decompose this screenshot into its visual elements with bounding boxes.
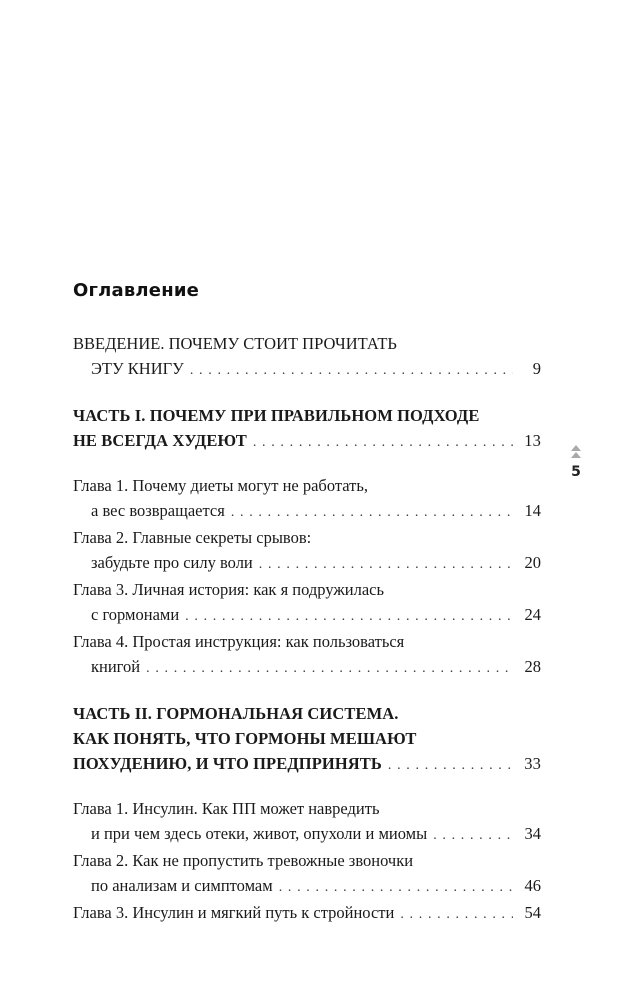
toc-entry-part-1[interactable] xyxy=(73,403,541,455)
entry-text: ЭТУ КНИГУ xyxy=(91,359,184,378)
page-folio-marker xyxy=(567,444,585,480)
entry-text: по анализам и симптомам xyxy=(91,876,273,895)
toc-entry-part2-chapter-1[interactable] xyxy=(73,796,541,848)
page-number: 24 xyxy=(524,605,541,624)
table-of-contents xyxy=(73,278,541,927)
entry-text: Глава 3. Инсулин и мягкий путь к стройности xyxy=(73,903,395,922)
entry-line-last xyxy=(73,356,541,383)
dot-leader xyxy=(231,500,513,525)
entry-line-last xyxy=(73,821,541,848)
dot-leader xyxy=(433,823,513,848)
entry-line-last xyxy=(73,498,541,525)
entry-text: книгой xyxy=(91,657,141,676)
entry-text: ПОХУДЕНИЮ, И ЧТО ПРЕДПРИНЯТЬ xyxy=(73,754,382,773)
entry-text: с гормонами xyxy=(91,605,180,624)
toc-entry-part1-chapter-3[interactable] xyxy=(73,577,541,629)
toc-entry-introduction[interactable] xyxy=(73,331,541,383)
dot-leader xyxy=(253,430,513,455)
entry-line: ВВЕДЕНИЕ. ПОЧЕМУ СТОИТ ПРОЧИТАТЬ xyxy=(73,334,397,353)
page-number: 34 xyxy=(524,824,541,843)
entry-text: НЕ ВСЕГДА ХУДЕЮТ xyxy=(73,431,247,450)
dot-leader xyxy=(190,358,513,383)
dot-leader xyxy=(146,656,513,681)
entry-line: Глава 2. Как не пропустить тревожные звоночки xyxy=(73,851,414,870)
entry-line: Глава 1. Почему диеты могут не работать, xyxy=(73,476,369,495)
toc-entry-part2-chapter-2[interactable] xyxy=(73,848,541,900)
page-number: 54 xyxy=(524,903,541,922)
toc-title: Оглавление xyxy=(73,280,200,301)
entry-text: и при чем здесь отеки, живот, опухоли и миомы xyxy=(91,824,428,843)
page-number: 28 xyxy=(524,657,541,676)
entry-line-last xyxy=(73,900,541,927)
entry-line-last xyxy=(73,428,541,455)
toc-entry-part1-chapter-1[interactable] xyxy=(73,473,541,525)
entry-line-last xyxy=(73,654,541,681)
entry-line: ЧАСТЬ I. ПОЧЕМУ ПРИ ПРАВИЛЬНОМ ПОДХОДЕ xyxy=(73,406,480,425)
entry-line: ЧАСТЬ II. ГОРМОНАЛЬНАЯ СИСТЕМА. xyxy=(73,704,399,723)
entry-line: Глава 4. Простая инструкция: как пользоваться xyxy=(73,632,405,651)
toc-entry-part2-chapter-3[interactable] xyxy=(73,900,541,927)
page-number: 14 xyxy=(524,501,541,520)
page-number: 9 xyxy=(532,359,541,378)
entry-line-last xyxy=(73,602,541,629)
dot-leader xyxy=(185,604,513,629)
dot-leader xyxy=(279,875,513,900)
page-number: 20 xyxy=(524,553,541,572)
entry-line-last xyxy=(73,873,541,900)
entry-line-last xyxy=(73,550,541,577)
dot-leader xyxy=(259,552,513,577)
entry-line: Глава 3. Личная история: как я подружилась xyxy=(73,580,384,599)
dot-leader xyxy=(388,753,513,778)
entry-line-last xyxy=(73,751,541,778)
dot-leader xyxy=(400,902,513,927)
entry-text: забудьте про силу воли xyxy=(91,553,253,572)
entry-text: а вес возвращается xyxy=(91,501,225,520)
toc-entry-part-2[interactable] xyxy=(73,701,541,778)
page-number: 33 xyxy=(524,754,541,773)
entry-line: Глава 2. Главные секреты срывов: xyxy=(73,528,312,547)
entry-line: Глава 1. Инсулин. Как ПП может навредить xyxy=(73,799,380,818)
double-up-triangle-icon xyxy=(570,444,582,460)
page-number: 46 xyxy=(524,876,541,895)
page-number-folio: 5 xyxy=(571,464,581,480)
entry-line: КАК ПОНЯТЬ, ЧТО ГОРМОНЫ МЕШАЮТ xyxy=(73,729,417,748)
page-number: 13 xyxy=(524,431,541,450)
toc-entry-part1-chapter-4[interactable] xyxy=(73,629,541,681)
toc-entry-part1-chapter-2[interactable] xyxy=(73,525,541,577)
